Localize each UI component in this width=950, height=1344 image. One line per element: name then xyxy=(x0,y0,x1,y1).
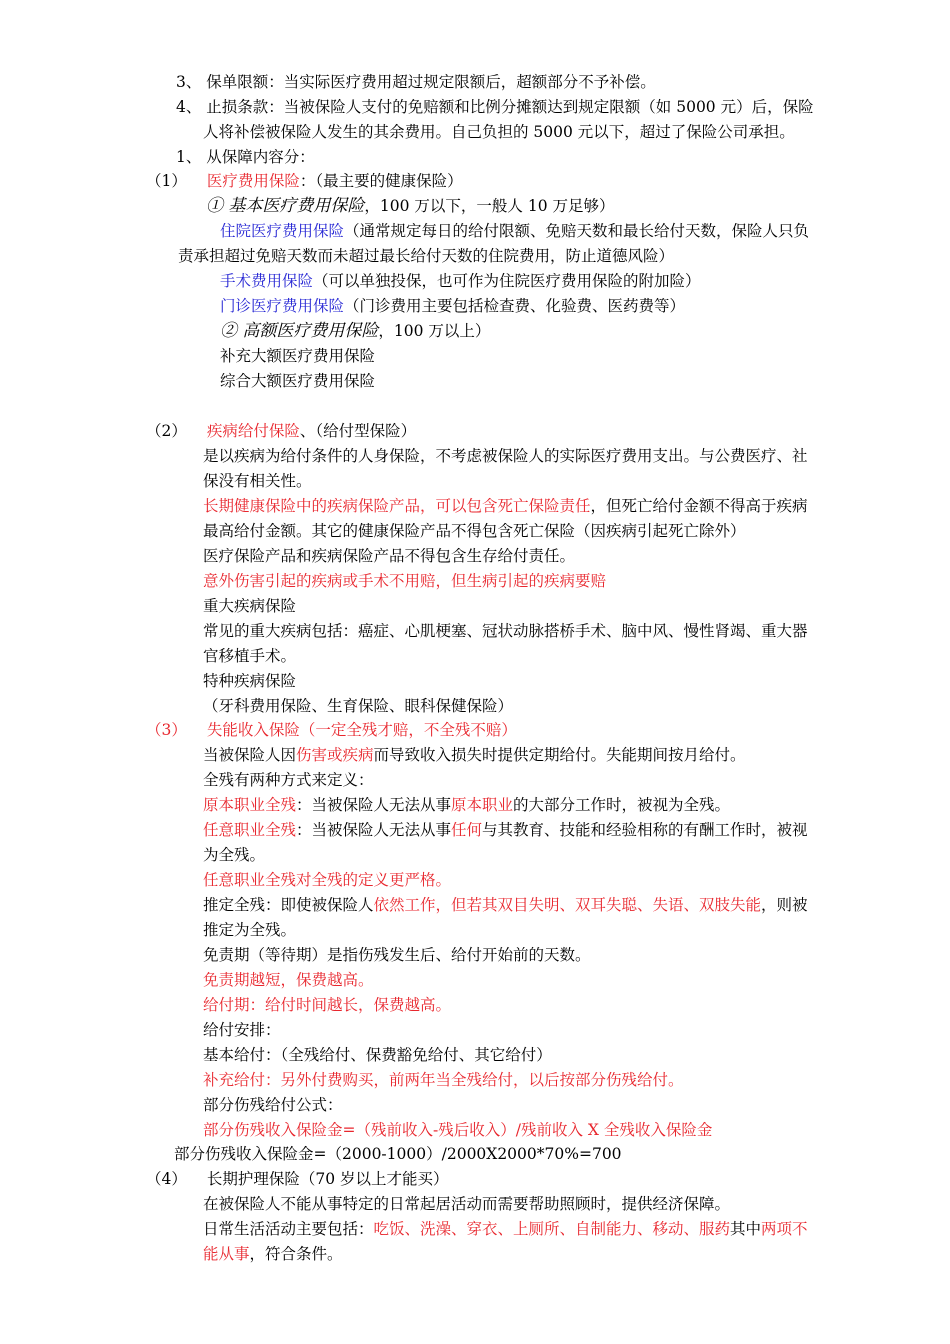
paragraph-line xyxy=(203,745,746,765)
highlight-text: 任意职业全残 xyxy=(203,821,297,839)
heading-italic: ② 高额医疗费用保险 xyxy=(220,321,379,341)
heading-text: 疾病给付保险 xyxy=(206,422,300,440)
paragraph-line: 人将补偿被保险人发生的其余费用。自己负担的 5000 元以下，超过了保险公司承担。 xyxy=(203,123,795,141)
paragraph-line xyxy=(203,1219,808,1239)
paragraph-line: 在被保险人不能从事特定的日常起居活动而需要帮助照顾时，提供经济保障。 xyxy=(203,1195,731,1213)
paragraph-line: 基本给付：（全残给付、保费豁免给付、其它给付） xyxy=(203,1046,552,1064)
highlight-text: 长期健康保险中的疾病保险产品，可以包含死亡保险责任 xyxy=(203,497,591,515)
term-label: 门诊医疗费用保险 xyxy=(220,297,345,315)
body-text: 而导致收入损失时提供定期给付。失能期间按月给付。 xyxy=(373,746,746,764)
heading-note: ，100 万以下，一般人 10 万足够） xyxy=(364,197,615,215)
heading-text: 长期护理保险（70 岁以上才能买） xyxy=(206,1170,449,1188)
item-number: （1） xyxy=(146,172,187,190)
body-text: 推定全残：即使被保险人 xyxy=(203,896,374,914)
body-text: 日常生活活动主要包括： xyxy=(203,1220,374,1238)
paragraph-line: 4、 止损条款：当被保险人支付的免赔额和比例分摊额达到规定限额（如 5000 元）后，保险 xyxy=(176,98,814,116)
highlight-text: 能从事 xyxy=(203,1245,250,1263)
paragraph-line: 部分伤残给付公式： xyxy=(203,1096,343,1114)
formula-line: 部分伤残收入保险金=（残前收入-残后收入）/残前收入 X 全残收入保险金 xyxy=(203,1121,713,1139)
highlight-line: 给付期：给付时间越长，保费越高。 xyxy=(203,996,452,1014)
subsection-heading xyxy=(146,1169,449,1189)
paragraph-line: 综合大额医疗费用保险 xyxy=(220,372,376,390)
paragraph-line: 免责期（等待期）是指伤残发生后、给付开始前的天数。 xyxy=(203,946,591,964)
paragraph-line: 给付安排： xyxy=(203,1021,281,1039)
paragraph-line: 补充大额医疗费用保险 xyxy=(220,347,376,365)
highlight-text: 任何 xyxy=(451,821,483,839)
paragraph-line xyxy=(203,1244,343,1264)
paragraph-line: 责承担超过免赔天数而未超过最长给付天数的住院费用，防止道德风险） xyxy=(178,247,675,265)
subsection-heading xyxy=(146,720,517,740)
paragraph-line: 推定为全残。 xyxy=(203,921,297,939)
body-text: 与其教育、技能和经验相称的有酬工作时，被视 xyxy=(482,821,808,839)
paragraph-line xyxy=(220,296,685,316)
paragraph-line: 常见的重大疾病包括：癌症、心肌梗塞、冠状动脉搭桥手术、脑中风、慢性肾竭、重大器 xyxy=(203,622,808,640)
highlight-text: 依然工作，但若其双目失明、双耳失聪、失语、双肢失能 xyxy=(373,896,762,914)
heading-note: 、（给付型保险） xyxy=(299,422,417,440)
term-description: （通常规定每日的给付限额、免赔天数和最长给付天数，保险人只负 xyxy=(344,222,810,240)
heading-note: ：（最主要的健康保险） xyxy=(299,172,463,190)
paragraph-line xyxy=(220,321,490,341)
body-text: 其中 xyxy=(730,1220,762,1238)
heading-note: ，100 万以上） xyxy=(378,322,491,340)
paragraph-line: 保没有相关性。 xyxy=(203,472,312,490)
term-label: 住院医疗费用保险 xyxy=(220,222,345,240)
heading-italic: ① 基本医疗费用保险 xyxy=(206,196,365,216)
paragraph-line: 全残有两种方式来定义： xyxy=(203,771,374,789)
paragraph-line xyxy=(203,895,808,915)
highlight-text: 原本职业 xyxy=(451,796,514,814)
paragraph-line: （牙科费用保险、生育保险、眼科保健保险） xyxy=(203,697,514,715)
highlight-line: 意外伤害引起的疾病或手术不用赔，但生病引起的疾病要赔 xyxy=(203,572,607,590)
heading-text: 失能收入保险（一定全残才赔，不全残不赔） xyxy=(206,721,517,739)
body-text: ：当被保险人无法从事 xyxy=(296,796,452,814)
highlight-text: 原本职业全残 xyxy=(203,796,297,814)
term-description: （可以单独投保，也可作为住院医疗费用保险的附加险） xyxy=(313,272,701,290)
paragraph-line: 是以疾病为给付条件的人身保险，不考虑被保险人的实际医疗费用支出。与公费医疗、社 xyxy=(203,447,808,465)
paragraph-line: 官移植手术。 xyxy=(203,647,297,665)
body-text: 的大部分工作时，被视为全残。 xyxy=(513,796,731,814)
paragraph-line: 医疗保险产品和疾病保险产品不得包含生存给付责任。 xyxy=(203,547,576,565)
term-label: 手术费用保险 xyxy=(220,272,314,290)
paragraph-line xyxy=(203,820,808,840)
heading-text: 医疗费用保险 xyxy=(206,172,300,190)
item-number: （2） xyxy=(146,422,187,440)
highlight-text: 吃饭、洗澡、穿衣、上厕所、自制能力、移动、服药 xyxy=(373,1220,731,1238)
highlight-line: 补充给付：另外付费购买，前两年当全残给付，以后按部分伤残给付。 xyxy=(203,1071,684,1089)
highlight-text: 伤害或疾病 xyxy=(296,746,374,764)
paragraph-line xyxy=(206,196,615,216)
subsection-heading xyxy=(146,171,463,191)
paragraph-line xyxy=(203,496,808,516)
item-number: （3） xyxy=(146,721,187,739)
paragraph-line xyxy=(203,795,730,815)
paragraph-line: 重大疾病保险 xyxy=(203,597,297,615)
body-text: ，但死亡给付金额不得高于疾病 xyxy=(590,497,808,515)
body-text: ，符合条件。 xyxy=(249,1245,343,1263)
paragraph-line: 为全残。 xyxy=(203,846,266,864)
highlight-text: 两项不 xyxy=(761,1220,808,1238)
highlight-line: 免责期越短，保费越高。 xyxy=(203,971,374,989)
paragraph-line: 最高给付金额。其它的健康保险产品不得包含死亡保险（因疾病引起死亡除外） xyxy=(203,522,746,540)
body-text: ，则被 xyxy=(761,896,808,914)
paragraph-line: 特种疾病保险 xyxy=(203,672,297,690)
section-heading: 1、 从保障内容分： xyxy=(176,148,315,166)
paragraph-line xyxy=(220,271,701,291)
subsection-heading xyxy=(146,421,416,441)
paragraph-line: 3、 保单限额：当实际医疗费用超过规定限额后，超额部分不予补偿。 xyxy=(176,73,656,91)
highlight-line: 任意职业全残对全残的定义更严格。 xyxy=(203,871,452,889)
body-text: ：当被保险人无法从事 xyxy=(296,821,452,839)
paragraph-line xyxy=(220,221,809,241)
item-number: （4） xyxy=(146,1170,187,1188)
body-text: 当被保险人因 xyxy=(203,746,297,764)
example-line: 部分伤残收入保险金=（2000-1000）/2000X2000*70%=700 xyxy=(174,1145,622,1163)
term-description: （门诊费用主要包括检查费、化验费、医药费等） xyxy=(344,297,686,315)
